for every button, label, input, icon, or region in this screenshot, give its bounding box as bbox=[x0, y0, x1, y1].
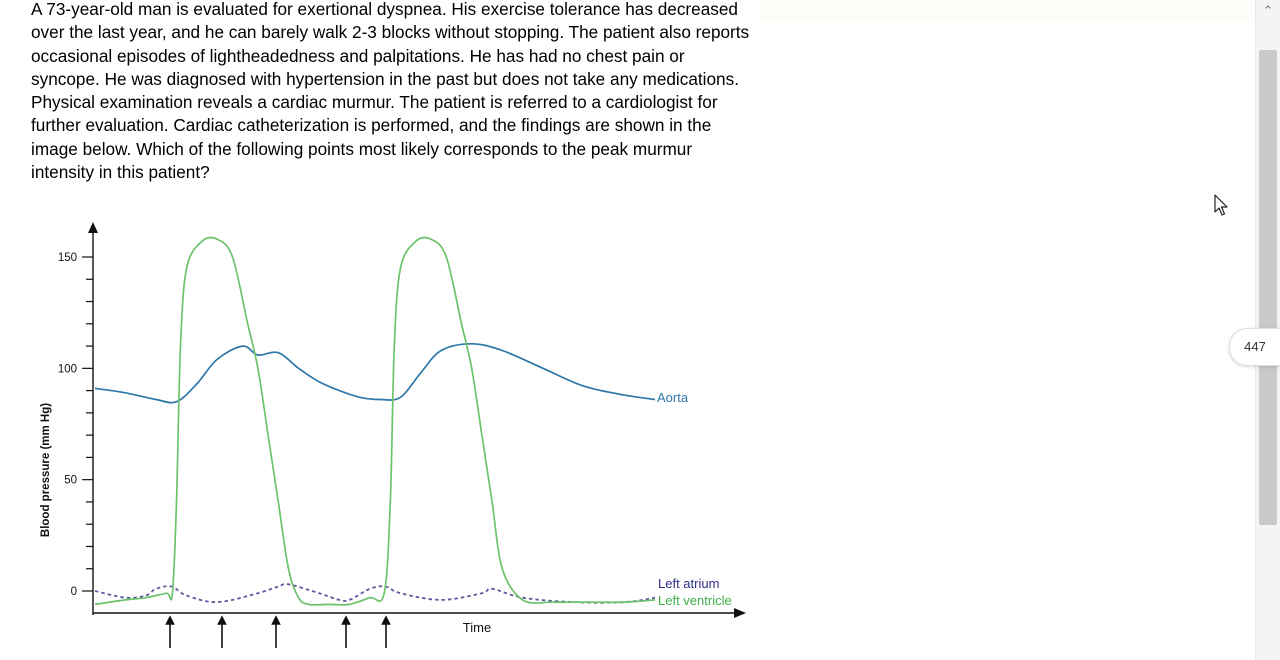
series-label-left-ventricle: Left ventricle bbox=[658, 593, 732, 608]
page-number-badge[interactable]: 447 bbox=[1229, 328, 1280, 366]
y-axis-arrow bbox=[88, 222, 98, 233]
y-tick-label: 100 bbox=[57, 363, 77, 376]
scrollbar-thumb[interactable] bbox=[1259, 50, 1277, 525]
y-tick-label: 150 bbox=[57, 252, 77, 264]
series-group bbox=[95, 237, 655, 604]
x-axis-arrow bbox=[734, 608, 746, 618]
mouse-cursor-icon bbox=[1214, 194, 1230, 218]
y-tick-label: 50 bbox=[64, 474, 77, 487]
top-highlight-bar bbox=[760, 0, 1252, 22]
y-tick-label: 0 bbox=[70, 586, 77, 598]
series-label-left-atrium: Left atrium bbox=[658, 576, 720, 591]
y-axis-label: Blood pressure (mm Hg) bbox=[40, 402, 52, 538]
chevron-up-icon[interactable]: ⌃ bbox=[1262, 3, 1274, 18]
y-tick-labels bbox=[58, 252, 77, 598]
series-label-aorta: Aorta bbox=[657, 390, 689, 405]
pressure-chart bbox=[0, 215, 760, 660]
x-axis-label: Time bbox=[462, 620, 492, 635]
series-line-left-ventricle bbox=[95, 237, 655, 604]
y-ticks bbox=[82, 257, 93, 591]
point-arrows bbox=[170, 620, 386, 648]
question-stem: A 73-year-old man is evaluated for exertional dyspnea. His exercise tolerance has decreased over the last year, and he can barely walk 2-3 blocks without stopping. The patient also reports occasional episodes of lightheadedness and palpitations. He has had no chest pain or syncope. He was diagnosed with hypertension in the past but does not take any medications. Physical examination reveals a cardiac murmur. The patient is referred to a cardiologist for further evaluation. Cardiac catheterization is performed, and the findings are shown in the image below. Which of the following points most likely corresponds to the peak murmur intensity in this patient? bbox=[31, 0, 750, 183]
